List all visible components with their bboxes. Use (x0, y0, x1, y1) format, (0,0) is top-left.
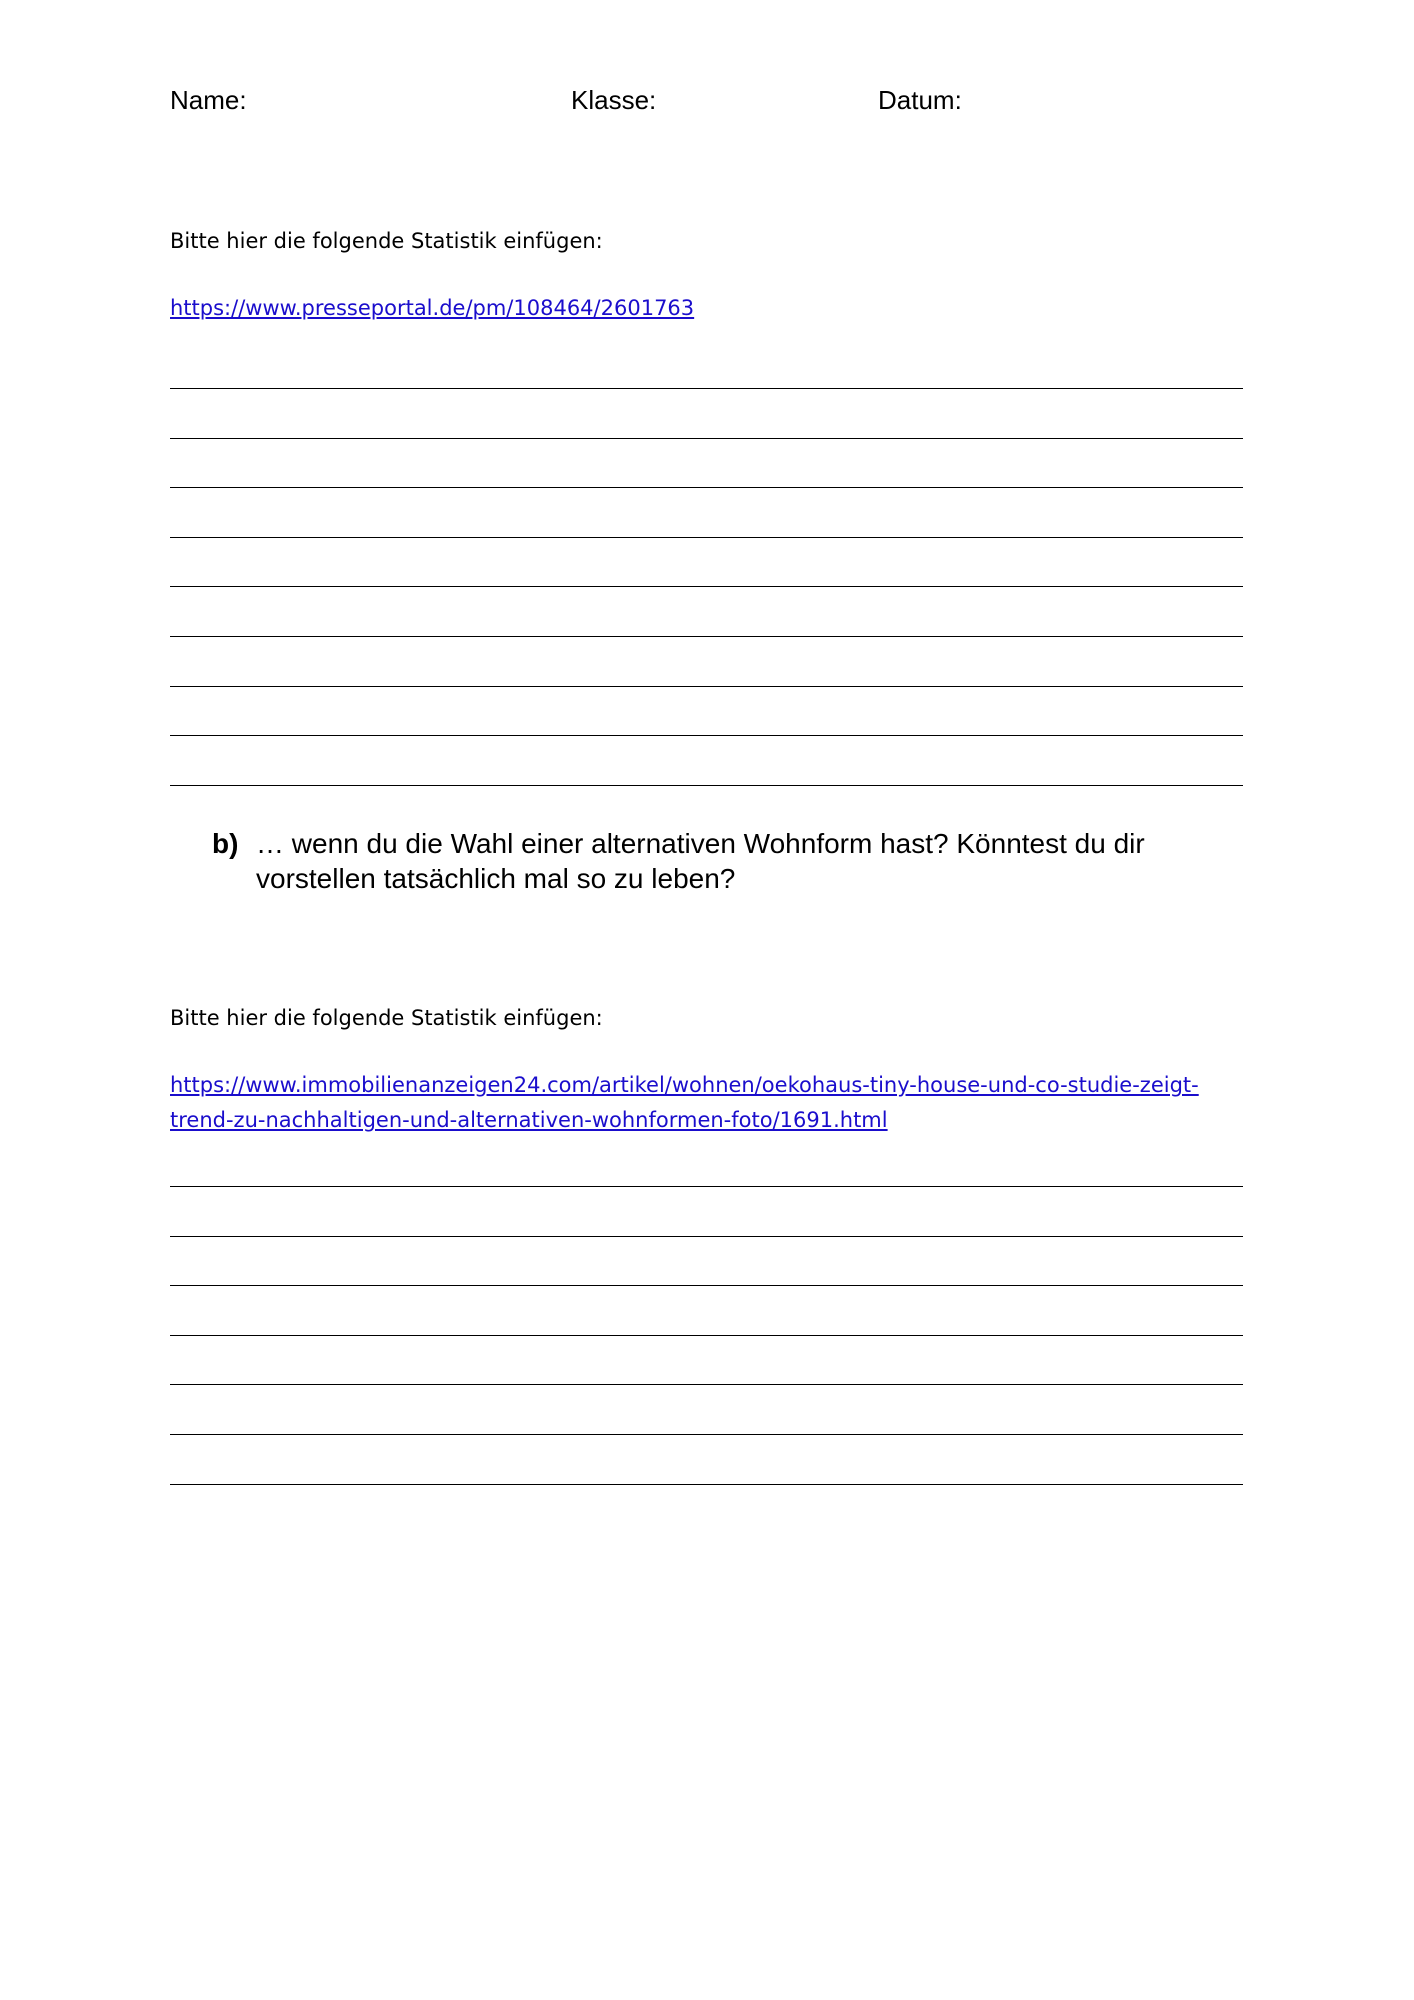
answer-line (170, 487, 1243, 488)
statistic-link-presseportal[interactable]: https://www.presseportal.de/pm/108464/2601763 (170, 296, 695, 320)
class-label: Klasse: (571, 85, 657, 115)
answer-line (170, 438, 1243, 439)
answer-line (170, 686, 1243, 687)
answer-line (170, 586, 1243, 587)
date-label: Datum: (878, 85, 962, 115)
answer-line (170, 785, 1243, 786)
statistic-instruction-1: Bitte hier die folgende Statistik einfügen: (170, 229, 603, 253)
answer-line (170, 735, 1243, 736)
answer-line (170, 1384, 1243, 1385)
answer-line (170, 1484, 1243, 1485)
name-label: Name: (170, 85, 247, 115)
question-b (212, 826, 1232, 896)
statistic-instruction-2: Bitte hier die folgende Statistik einfügen: (170, 1006, 603, 1030)
answer-line (170, 537, 1243, 538)
question-b-text: … wenn du die Wahl einer alternativen Wohnform hast? Könntest du dir vorstellen tatsächlich mal so zu leben? (256, 828, 1145, 894)
answer-line (170, 1186, 1243, 1187)
answer-line (170, 388, 1243, 389)
answer-line (170, 1236, 1243, 1237)
answer-line (170, 1335, 1243, 1336)
answer-line (170, 636, 1243, 637)
answer-line (170, 1285, 1243, 1286)
question-b-marker: b) (212, 828, 239, 859)
statistic-link-immobilienanzeigen[interactable]: https://www.immobilienanzeigen24.com/artikel/wohnen/oekohaus-tiny-house-und-co-studie-zeigt-trend-zu-nachhaltigen-und-alternativen-wohnformen-foto/1691.html (170, 1073, 1199, 1132)
answer-line (170, 1434, 1243, 1435)
